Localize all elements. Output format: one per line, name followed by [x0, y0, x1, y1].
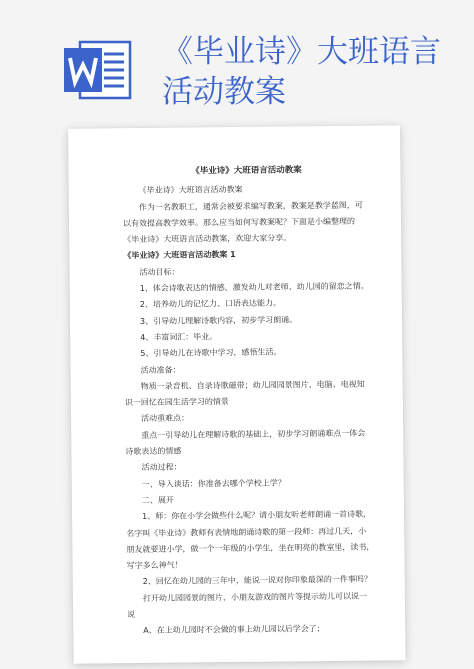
text-line: 识一回忆在园生活学习的情景 [124, 397, 229, 408]
text-line: 朋友就要进小学，做一个一年级的小学生，坐在明亮的教室里，读书， [126, 542, 375, 554]
text-line: 2、培养幼儿的记忆力、口语表达能力。 [139, 298, 281, 310]
text-line: 2、回忆在幼儿园的三年中，能说一说对你印象最深的一件事吗？ [142, 575, 372, 587]
text-line: 以有效提高教学效率。那么应当如何写教案呢？下面是小编整理的 [122, 216, 356, 229]
text-line: 1、体会诗歌表达的情感，激发幼儿对老师、幼儿园的留恋之情。 [139, 281, 369, 294]
text-line: 4、丰富词汇：毕业。 [140, 332, 218, 342]
text-line: 《毕业诗》大班语言活动教案 [138, 185, 243, 196]
text-line: 5、引导幼儿在诗歌中学习，感悟生活。 [140, 347, 282, 359]
document-content [122, 162, 375, 640]
text-line: 二、展开 [141, 495, 174, 505]
text-line: 写字多么神气！ [126, 560, 183, 571]
text-line: 重点一引导幼儿在理解诗歌的基础上，初步学习朗诵难点一体会 [141, 428, 366, 440]
text-line: 活动过程： [141, 462, 182, 473]
document-body [123, 181, 376, 640]
text-line: 一、导入谈话：你准备去哪个学校上学？ [141, 478, 286, 489]
text-line: A、在上幼儿园时不会做的事上幼儿园以后学会了； [143, 624, 325, 636]
word-document-icon [62, 38, 132, 102]
text-line: 活动准备： [140, 365, 181, 375]
text-line: 名字叫《毕业诗》教师有表情地朗诵诗歌的第一段师：再过几天，小 [126, 526, 367, 538]
text-line: 1、师：你在小学会做些什么呢？请小朋友听老师朗诵一首诗歌， [142, 509, 372, 522]
page-title: 《毕业诗》大班语言活动教案 [162, 34, 441, 110]
document-page [68, 125, 406, 663]
text-line: 3、引导幼儿理解诗歌内容，初步学习朗诵。 [139, 315, 298, 326]
text-line: 活动目标： [139, 267, 180, 277]
text-line: 《毕业诗》大班语言活动教案 1 [123, 250, 236, 261]
text-line: 打开幼儿园园景的图片，小朋友游戏的图片等提示幼儿可以说一 [142, 591, 367, 603]
text-line: 说 [127, 610, 136, 620]
text-line: 作为一名教职工，通常会被要求编写教案，教案是教学蓝图，可 [138, 200, 363, 212]
header [0, 0, 474, 130]
text-line: 物质一录音机、自录诗歌磁带；幼儿园园景图片、电脑、电视知 [140, 379, 365, 391]
text-line: 《毕业诗》大班语言活动教案，欢迎大家分享。 [123, 233, 292, 245]
document-title: 《毕业诗》大班语言活动教案 [191, 165, 302, 177]
text-line: 活动重难点： [141, 413, 190, 424]
text-line: 诗歌表达的情感 [125, 446, 182, 457]
